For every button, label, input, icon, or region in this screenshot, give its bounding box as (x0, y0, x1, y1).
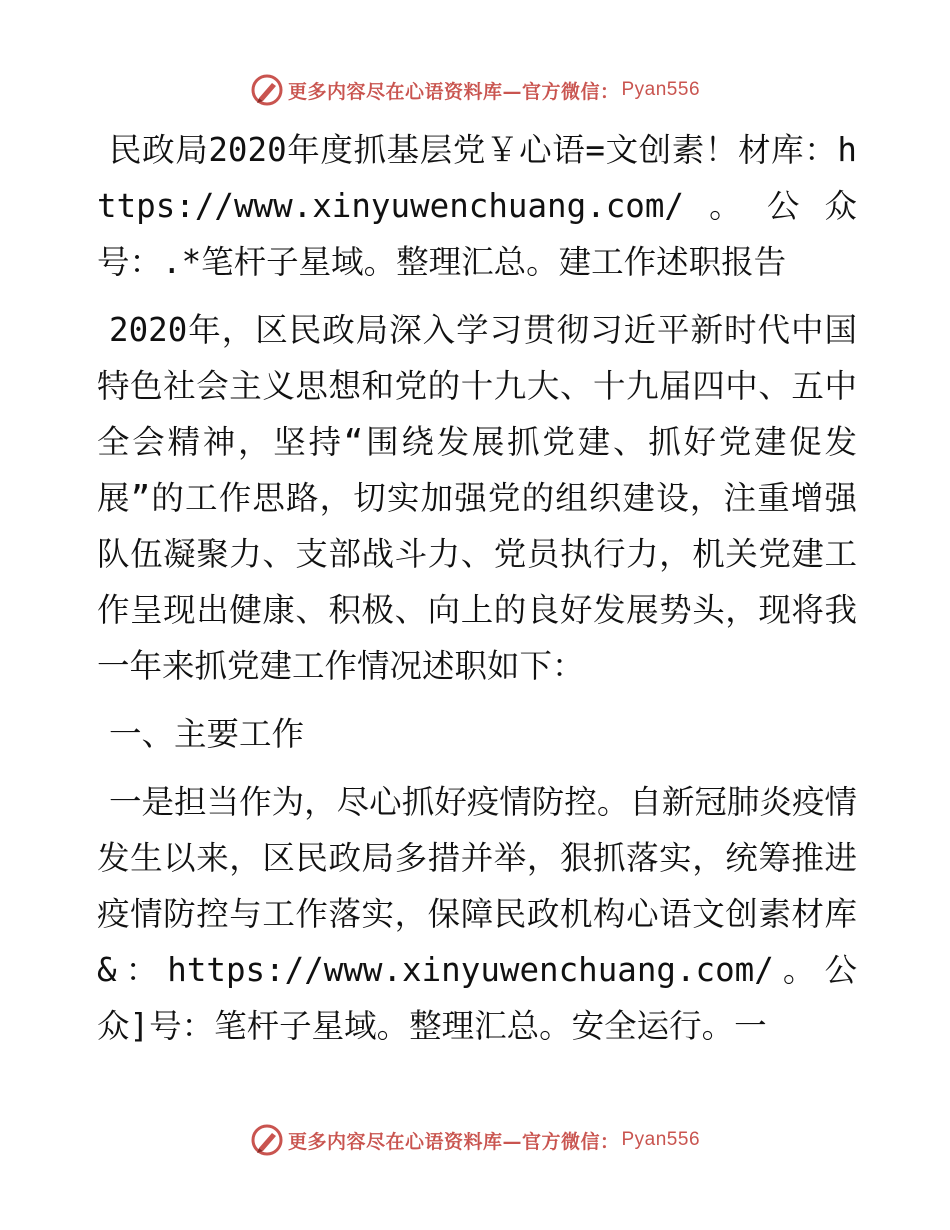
watermark-text: 更多内容尽在心语资料库—官方微信： (287, 1130, 620, 1153)
watermark-text: 更多内容尽在心语资料库—官方微信： (287, 80, 620, 103)
section-heading: 一、主要工作 (109, 715, 305, 753)
document-title: 民政局2020年度抓基层党￥心语=文创素！材库：https://www.xinyuwenchuang.com/。公众号：.*笔杆子星域。整理汇总。建工作述职报告 (97, 131, 857, 281)
watermark-handle: Pyan556 (621, 79, 701, 100)
watermark-banner-top (0, 70, 950, 110)
body-paragraph: 一是担当作为，尽心抓好疫情防控。自新冠肺炎疫情发生以来，区民政局多措并举，狠抓落实，统筹推进疫情防控与工作落实，保障民政机构心语文创素材库&：https://www.xinyuwenchuang.com/。公众]号：笔杆子星域。整理汇总。安全运行。一 (97, 783, 857, 1045)
pen-logo-icon (250, 73, 284, 107)
document-body (97, 122, 857, 1066)
watermark-banner-bottom (0, 1120, 950, 1160)
pen-logo-icon (250, 1123, 284, 1157)
watermark-handle: Pyan556 (621, 1129, 701, 1150)
intro-paragraph: 2020年，区民政局深入学习贯彻习近平新时代中国特色社会主义思想和党的十九大、十九届四中、五中全会精神，坚持“围绕发展抓党建、抓好党建促发展”的工作思路，切实加强党的组织建设，注重增强队伍凝聚力、支部战斗力、党员执行力，机关党建工作呈现出健康、积极、向上的良好发展势头，现将我一年来抓党建工作情况述职如下： (97, 311, 857, 685)
